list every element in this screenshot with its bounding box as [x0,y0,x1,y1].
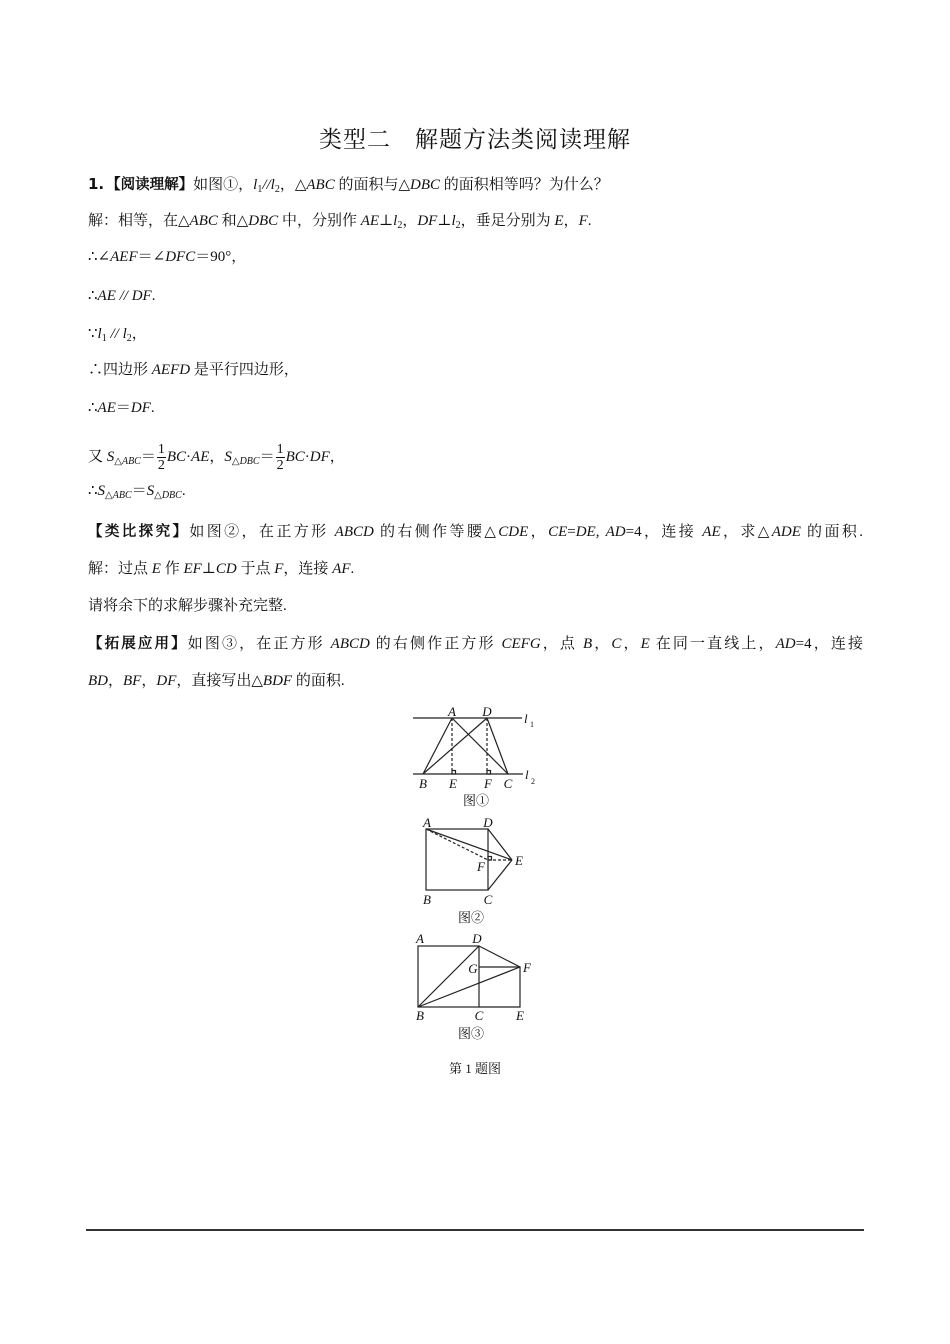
text-run: 的面积与△ [334,177,411,193]
text-run: ABC [306,177,335,193]
text-run: CE [548,524,568,540]
point-label-D: D [472,931,482,946]
section-label: 【类比探究】 [88,524,190,540]
text-run: ABCD [334,524,374,540]
point-label-F: F [523,960,531,975]
text-run: 于点 [236,561,275,577]
text-run: ， [329,448,345,465]
text-run: 解：相等，在△ [88,213,190,229]
point-label-A: A [416,931,424,946]
text-run: △ABC [105,490,132,501]
text-run: △ABC [114,455,141,467]
text-run: ，垂足分别为 [460,213,555,229]
text-run: , [595,524,606,540]
text-run: BC [166,448,187,465]
text-run: DFC [165,249,196,265]
text-run: ＝ [131,483,147,499]
right-angle-mark-F [487,771,491,775]
text-run: ＝ [259,448,275,465]
figure-2 [422,815,523,925]
text-run: AE [97,400,116,416]
point-label-A: A [448,704,456,719]
segment-DB [423,718,487,774]
point-label-B: B [419,776,427,791]
text-run: AEFD [151,362,191,378]
text-run: EF [183,561,202,577]
analogy-exploration-stem [88,522,863,542]
text-run: ， [402,213,418,229]
line-label-l1: l [524,711,528,726]
page-title: 类型二 解题方法类阅读理解 [319,127,631,153]
point-label-C: C [474,1008,484,1023]
text-run: AD [605,524,626,540]
text-run: = [567,524,576,540]
point-label-D: D [483,815,493,830]
text-run: l [451,213,456,229]
text-run: S [106,448,115,465]
figure-2-caption: 图② [457,910,485,925]
text-run: . [181,483,186,499]
text-run: =4，连接 [795,636,863,652]
solution-line-4 [88,324,147,349]
text-run: 的右侧作等腰△ [373,524,499,540]
text-run: ∴∠ [88,249,111,265]
question-1-stem [88,174,609,200]
fraction-denominator: 2 [276,458,284,473]
point-label-B: B [416,1008,424,1023]
text-run: DF [309,448,330,465]
text-run: AEF [110,249,138,265]
square-CEFG [479,967,520,1007]
text-run: ∴ [88,400,98,416]
text-run: · [304,448,310,465]
text-run: 的面积. [292,673,345,689]
text-run: 1 [101,333,107,344]
text-run: ，直接写出△ [176,673,263,689]
text-run: F [578,213,588,229]
figure-3-caption: 图③ [457,1026,485,1041]
text-run: AE [97,288,116,304]
text-run: ， [592,636,612,652]
text-run: BC [285,448,305,465]
text-run: 在同一直线上， [649,636,776,652]
text-run: E [151,561,161,577]
text-run: . [587,213,592,229]
analogy-instruction [88,596,287,616]
text-run: ∴ [88,288,98,304]
text-run: △DBC [231,455,260,467]
text-run: E [640,636,650,652]
point-label-D: D [482,704,492,719]
solution-line-conclusion [88,481,186,506]
text-run: ＝ [140,448,156,465]
text-run: AE [360,213,380,229]
text-run: ，点 [540,636,583,652]
text-run: l [393,213,398,229]
point-label-B: B [423,892,431,907]
text-run: BDF [262,673,293,689]
text-run: ，连接 [283,561,333,577]
text-run: 和△ [217,213,249,229]
text-run: ，△ [279,177,307,193]
text-run: CDE [498,524,529,540]
fraction-numerator: 1 [276,442,284,457]
text-run: ⊥ [379,213,394,229]
extension-application-stem-cont [88,671,345,691]
figure-3 [415,931,532,1041]
text-run: =4，连接 [625,524,703,540]
text-run: 是平行四边形， [190,362,299,378]
text-run: 如图②，在正方形 [189,524,335,540]
text-run: l [253,177,258,193]
text-run: ， [108,673,124,689]
text-run: ⊥ [437,213,452,229]
right-angle-mark-F [488,857,492,861]
segment-AE [426,829,512,860]
text-run: ABCD [330,636,370,652]
line-label-l1-subscript: 1 [530,720,534,729]
text-run: ⊥ [201,561,216,577]
solution-line-area-formula [88,442,345,473]
text-run: l [97,326,102,342]
text-run: DE [575,524,596,540]
point-label-C: C [483,892,493,907]
text-run: S [146,483,155,499]
text-run: 2 [455,220,461,231]
segment-AB [423,718,452,774]
figure-1-caption: 图① [462,793,490,808]
text-run: l [122,326,127,342]
point-label-E: E [515,853,523,868]
text-run: 中，分别作 [278,213,361,229]
figure-1 [413,704,535,808]
line-label-l2: l [525,767,529,782]
point-label-F: F [477,859,485,874]
text-run: ∴四边形 [88,362,152,378]
section-label: 【阅读理解】 [106,177,194,193]
text-run: ， [131,326,147,342]
text-run: // [262,177,271,193]
text-run: DBC [410,177,441,193]
fraction-denominator: 2 [157,458,165,473]
text-run: ∴ [88,483,98,499]
text-run: 2 [274,184,280,195]
text-run: 如图③，在正方形 [187,636,331,652]
segment-AF-dashed [426,829,488,860]
text-run: CEFG [501,636,541,652]
text-run: B [582,636,593,652]
text-run: 如图①， [193,177,254,193]
text-run: BF [123,673,142,689]
text-run: ABC [189,213,218,229]
text-run: 又 [88,448,107,465]
segment-BD [418,946,479,1007]
text-run: AE [191,448,210,465]
text-run: 的面积相等吗？为什么？ [440,177,609,193]
text-run: CD [215,561,237,577]
text-run: ， [209,448,225,465]
fraction [276,442,285,473]
solution-line-3 [88,286,155,306]
text-run: DF [156,673,177,689]
text-run: ， [528,524,549,540]
segment-DC [487,718,508,774]
text-run: DF [130,400,151,416]
extension-application-stem [88,634,863,654]
text-run: AF [332,561,351,577]
text-run: // [115,288,132,304]
right-angle-mark-E [452,771,456,775]
point-label-G: G [468,961,478,976]
text-run: DBC [248,213,279,229]
text-run: 的右侧作正方形 [369,636,502,652]
text-run: 请将余下的求解步骤补充完整. [88,598,287,614]
solution-line-2 [88,247,246,267]
segment-CE [488,860,512,890]
text-run: S [224,448,232,465]
text-run: DF [417,213,438,229]
analogy-solution-start [88,559,354,579]
text-run: F [274,561,284,577]
fraction-numerator: 1 [157,442,165,457]
figure-group [400,695,550,1085]
line-label-l2-subscript: 2 [531,777,535,786]
text-run: ∵ [88,326,98,342]
text-run: ADE [771,524,801,540]
text-run: 作 [160,561,184,577]
text-run: E [554,213,564,229]
segment-AC [452,718,508,774]
text-run: △DBC [154,490,182,501]
text-run: AD [775,636,796,652]
footer-divider [86,1229,864,1231]
text-run: AE [702,524,721,540]
text-run: 解：过点 [88,561,152,577]
point-label-C: C [503,776,513,791]
text-run: . [151,288,156,304]
text-run: · [186,448,192,465]
text-run: l [270,177,275,193]
text-run: DF [131,288,152,304]
section-label: 【拓展应用】 [88,636,188,652]
text-run: 2 [126,333,132,344]
point-label-A: A [423,815,431,830]
solution-line-5 [88,360,299,380]
figure-group-caption: 第 1 题图 [448,1061,502,1076]
text-run: C [611,636,622,652]
text-run: . [150,400,155,416]
point-label-F: F [484,776,492,791]
text-run: ， [563,213,579,229]
point-label-E: E [449,776,457,791]
text-run: 2 [397,220,403,231]
question-number: 1. [88,175,105,193]
text-run: // [106,326,123,342]
text-run: ＝90°， [195,249,247,265]
text-run: ＝∠ [137,249,166,265]
text-run: ， [141,673,157,689]
solution-line-1 [88,211,591,236]
segment-DF [479,946,520,967]
text-run: 1 [257,184,263,195]
text-run: ， [621,636,641,652]
text-run: BD [88,673,108,689]
fraction [157,442,166,473]
text-run: . [350,561,355,577]
text-run: S [97,483,106,499]
text-run: ＝ [115,400,131,416]
solution-line-6 [88,398,155,418]
point-label-E: E [516,1008,524,1023]
text-run: 的面积. [800,524,863,540]
text-run: ，求△ [720,524,772,540]
